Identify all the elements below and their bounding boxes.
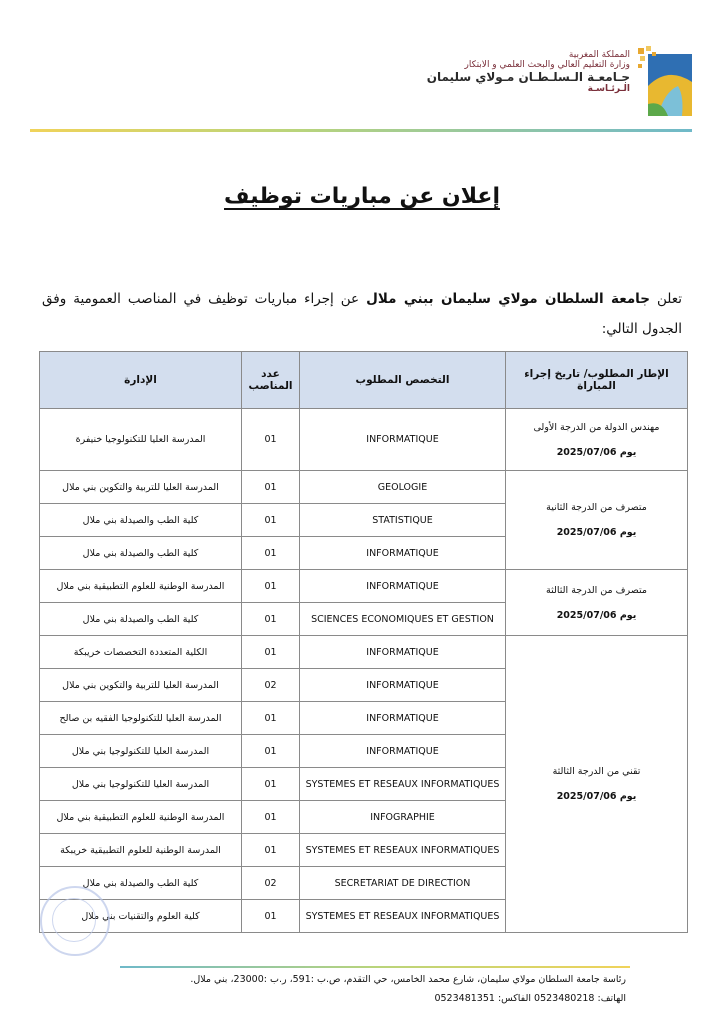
administration-cell: المدرسة العليا للتربية والتكوين بني ملال (40, 669, 242, 702)
table-body (40, 409, 688, 933)
administration-cell: المدرسة العليا للتكنولوجيا بني ملال (40, 768, 242, 801)
administration-cell: كلية الطب والصيدلة بني ملال (40, 867, 242, 900)
table-row (40, 471, 688, 504)
administration-cell: المدرسة الوطنية للعلوم التطبيقية بني ملال (40, 801, 242, 834)
header-count: عدد المناصب (242, 352, 300, 409)
intro-paragraph (42, 284, 682, 344)
exam-date: يوم 2025/07/06 (556, 609, 637, 621)
specialty-cell: SCIENCES ECONOMIQUES ET GESTION (300, 603, 506, 636)
specialty-cell: INFORMATIQUE (300, 636, 506, 669)
university-name: جـامعـة الـسلـطـان مـولاي سليمان (426, 69, 630, 84)
letterhead-text (427, 50, 630, 95)
table-row (40, 409, 688, 471)
exam-date: يوم 2025/07/06 (556, 791, 637, 802)
specialty-cell: INFOGRAPHIE (300, 801, 506, 834)
count-cell: 01 (242, 834, 300, 867)
table-row (40, 636, 688, 669)
footer-divider (120, 966, 630, 968)
specialty-cell: INFORMATIQUE (300, 735, 506, 768)
header-specialty: التخصص المطلوب (300, 352, 506, 409)
exam-date: يوم 2025/07/06 (556, 446, 637, 458)
count-cell: 01 (242, 471, 300, 504)
specialty-cell: INFORMATIQUE (300, 702, 506, 735)
ministry-label: وزارة التعليم العالي والبحث العلمي و الابتكار (464, 60, 630, 71)
count-cell: 01 (242, 409, 300, 471)
intro-university: جامعة السلطان مولاي سليمان ببني ملال (366, 291, 650, 307)
administration-cell: الكلية المتعددة التخصصات خريبكة (40, 636, 242, 669)
page-title: إعلان عن مباريات توظيف (224, 184, 500, 209)
administration-cell: كلية الطب والصيدلة بني ملال (40, 504, 242, 537)
letterhead (194, 42, 694, 122)
count-cell: 01 (242, 768, 300, 801)
specialty-cell: SECRETARIAT DE DIRECTION (300, 867, 506, 900)
intro-after: عن إجراء مباريات توظيف في المناصب العمومية وفق الجدول التالي: (42, 291, 682, 337)
specialty-cell: INFORMATIQUE (300, 669, 506, 702)
specialty-cell: SYSTEMES ET RESEAUX INFORMATIQUES (300, 768, 506, 801)
official-stamp (40, 886, 110, 956)
administration-cell: المدرسة العليا للتكنولوجيا الفقيه بن صالح (40, 702, 242, 735)
administration-cell: المدرسة العليا للتكنولوجيا خنيفرة (40, 409, 242, 471)
administration-cell: كلية الطب والصيدلة بني ملال (40, 537, 242, 570)
table-header-row (40, 352, 688, 409)
administration-cell: المدرسة الوطنية للعلوم التطبيقية خريبكة (40, 834, 242, 867)
specialty-cell: SYSTEMES ET RESEAUX INFORMATIQUES (300, 900, 506, 933)
header-administration: الإدارة (40, 352, 242, 409)
count-cell: 01 (242, 570, 300, 603)
specialty-cell: INFORMATIQUE (300, 537, 506, 570)
exam-date: يوم 2025/07/06 (556, 527, 637, 538)
count-cell: 01 (242, 603, 300, 636)
rank-cell (506, 570, 688, 636)
specialty-cell: STATISTIQUE (300, 504, 506, 537)
rank-cell (506, 409, 688, 471)
count-cell: 01 (242, 537, 300, 570)
administration-cell: كلية العلوم والتقنيات بني ملال (40, 900, 242, 933)
specialty-cell: GEOLOGIE (300, 471, 506, 504)
header-rank: الإطار المطلوب/ تاريخ إجراء المباراة (506, 352, 688, 409)
count-cell: 01 (242, 636, 300, 669)
count-cell: 02 (242, 669, 300, 702)
count-cell: 01 (242, 801, 300, 834)
count-cell: 02 (242, 867, 300, 900)
footer-phone: الهاتف: 0523480218 الفاكس: 0523481351 (434, 993, 626, 1004)
table-row (40, 570, 688, 603)
specialty-cell: INFORMATIQUE (300, 409, 506, 471)
presidency-label: الـرئـاسـة (587, 84, 630, 95)
university-logo (638, 46, 694, 118)
rank-name: متصرف من الدرجة الثانية (546, 502, 647, 513)
specialty-cell: SYSTEMES ET RESEAUX INFORMATIQUES (300, 834, 506, 867)
header-divider (30, 129, 692, 132)
positions-table (39, 351, 688, 933)
specialty-cell: INFORMATIQUE (300, 570, 506, 603)
count-cell: 01 (242, 504, 300, 537)
intro-before: تعلن (649, 291, 682, 307)
rank-name: تقني من الدرجة الثالثة (552, 766, 641, 777)
count-cell: 01 (242, 735, 300, 768)
rank-cell (506, 471, 688, 570)
rank-name: مهندس الدولة من الدرجة الأولى (533, 421, 660, 433)
administration-cell: كلية الطب والصيدلة بني ملال (40, 603, 242, 636)
rank-cell (506, 636, 688, 933)
count-cell: 01 (242, 900, 300, 933)
kingdom-label: المملكة المغربية (568, 50, 630, 60)
administration-cell: المدرسة العليا للتكنولوجيا بني ملال (40, 735, 242, 768)
rank-name: متصرف من الدرجة الثالثة (546, 584, 647, 596)
administration-cell: المدرسة العليا للتربية والتكوين بني ملال (40, 471, 242, 504)
administration-cell: المدرسة الوطنية للعلوم التطبيقية بني ملال (40, 570, 242, 603)
count-cell: 01 (242, 702, 300, 735)
footer-address: رئاسة جامعة السلطان مولاي سليمان، شارع محمد الخامس، حي التقدم، ص.ب :591، ر.ب :23000، بني ملال. (190, 974, 626, 985)
